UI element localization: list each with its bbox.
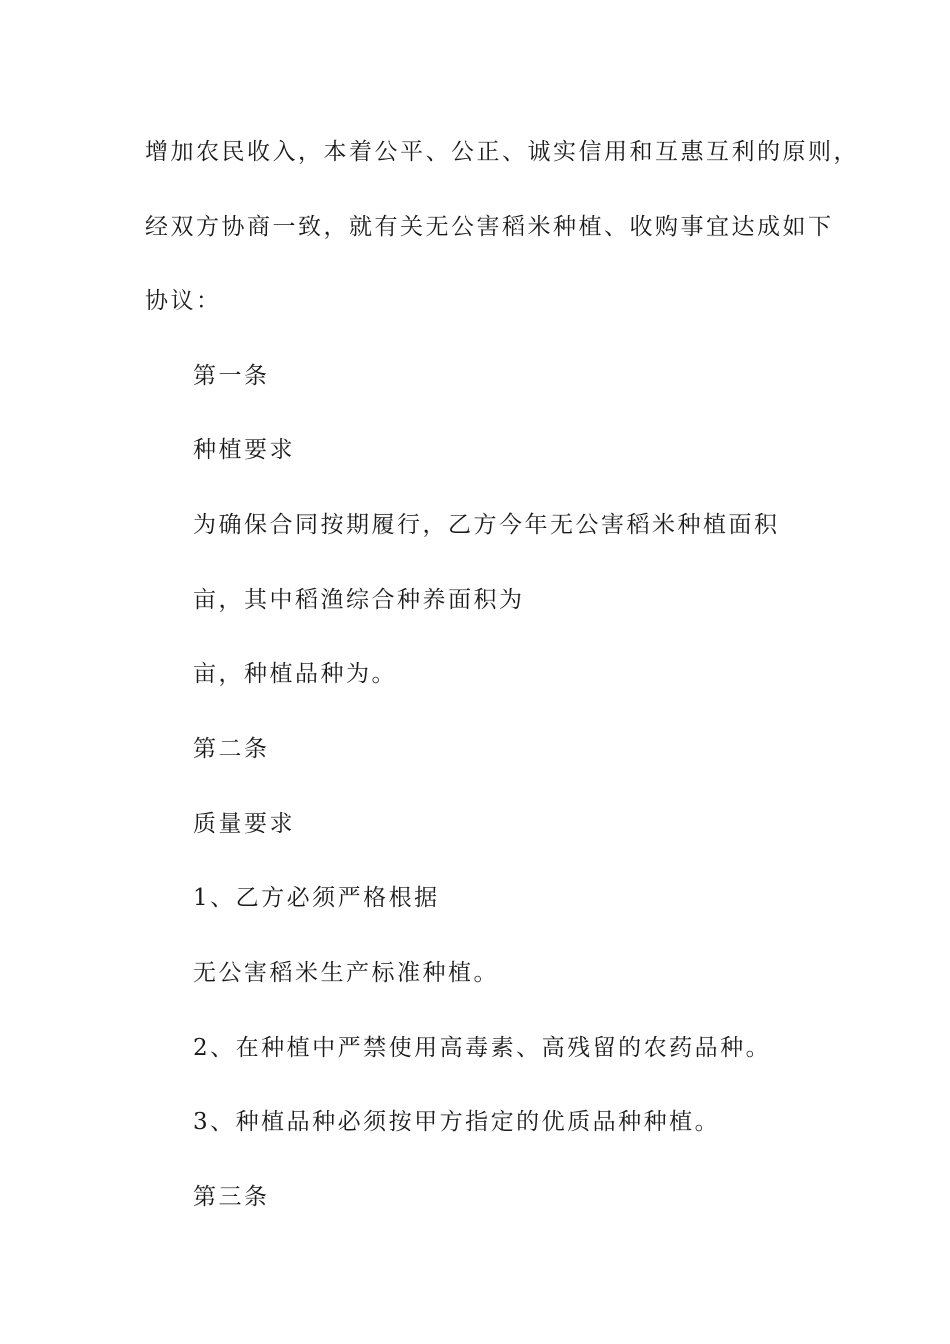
list-item-1: 1、乙方必须严格根据 — [193, 885, 440, 911]
list-item-3: 3、种植品种必须按甲方指定的优质品种种植。 — [193, 1109, 721, 1135]
paragraph-line-2: 经双方协商一致，就有关无公害稻米种植、收购事宜达成如下 — [145, 214, 834, 240]
list-item-1-continued: 无公害稻米生产标准种植。 — [193, 960, 499, 986]
section-title-quality: 质量要求 — [193, 811, 295, 837]
article-heading-2: 第二条 — [193, 736, 270, 762]
section-title-planting: 种植要求 — [193, 437, 295, 463]
paragraph-line-8: 亩，种植品种为。 — [193, 661, 397, 687]
paragraph-line-6: 为确保合同按期履行，乙方今年无公害稻米种植面积 — [193, 512, 780, 538]
article-heading-1: 第一条 — [193, 363, 270, 389]
paragraph-line-1: 增加农民收入，本着公平、公正、诚实信用和互惠互利的原则， — [145, 139, 859, 165]
list-item-2: 2、在种植中严禁使用高毒素、高残留的农药品种。 — [193, 1035, 772, 1061]
article-heading-3: 第三条 — [193, 1184, 270, 1210]
paragraph-line-3: 协议： — [145, 288, 222, 314]
paragraph-line-7: 亩，其中稻渔综合种养面积为 — [193, 587, 525, 613]
